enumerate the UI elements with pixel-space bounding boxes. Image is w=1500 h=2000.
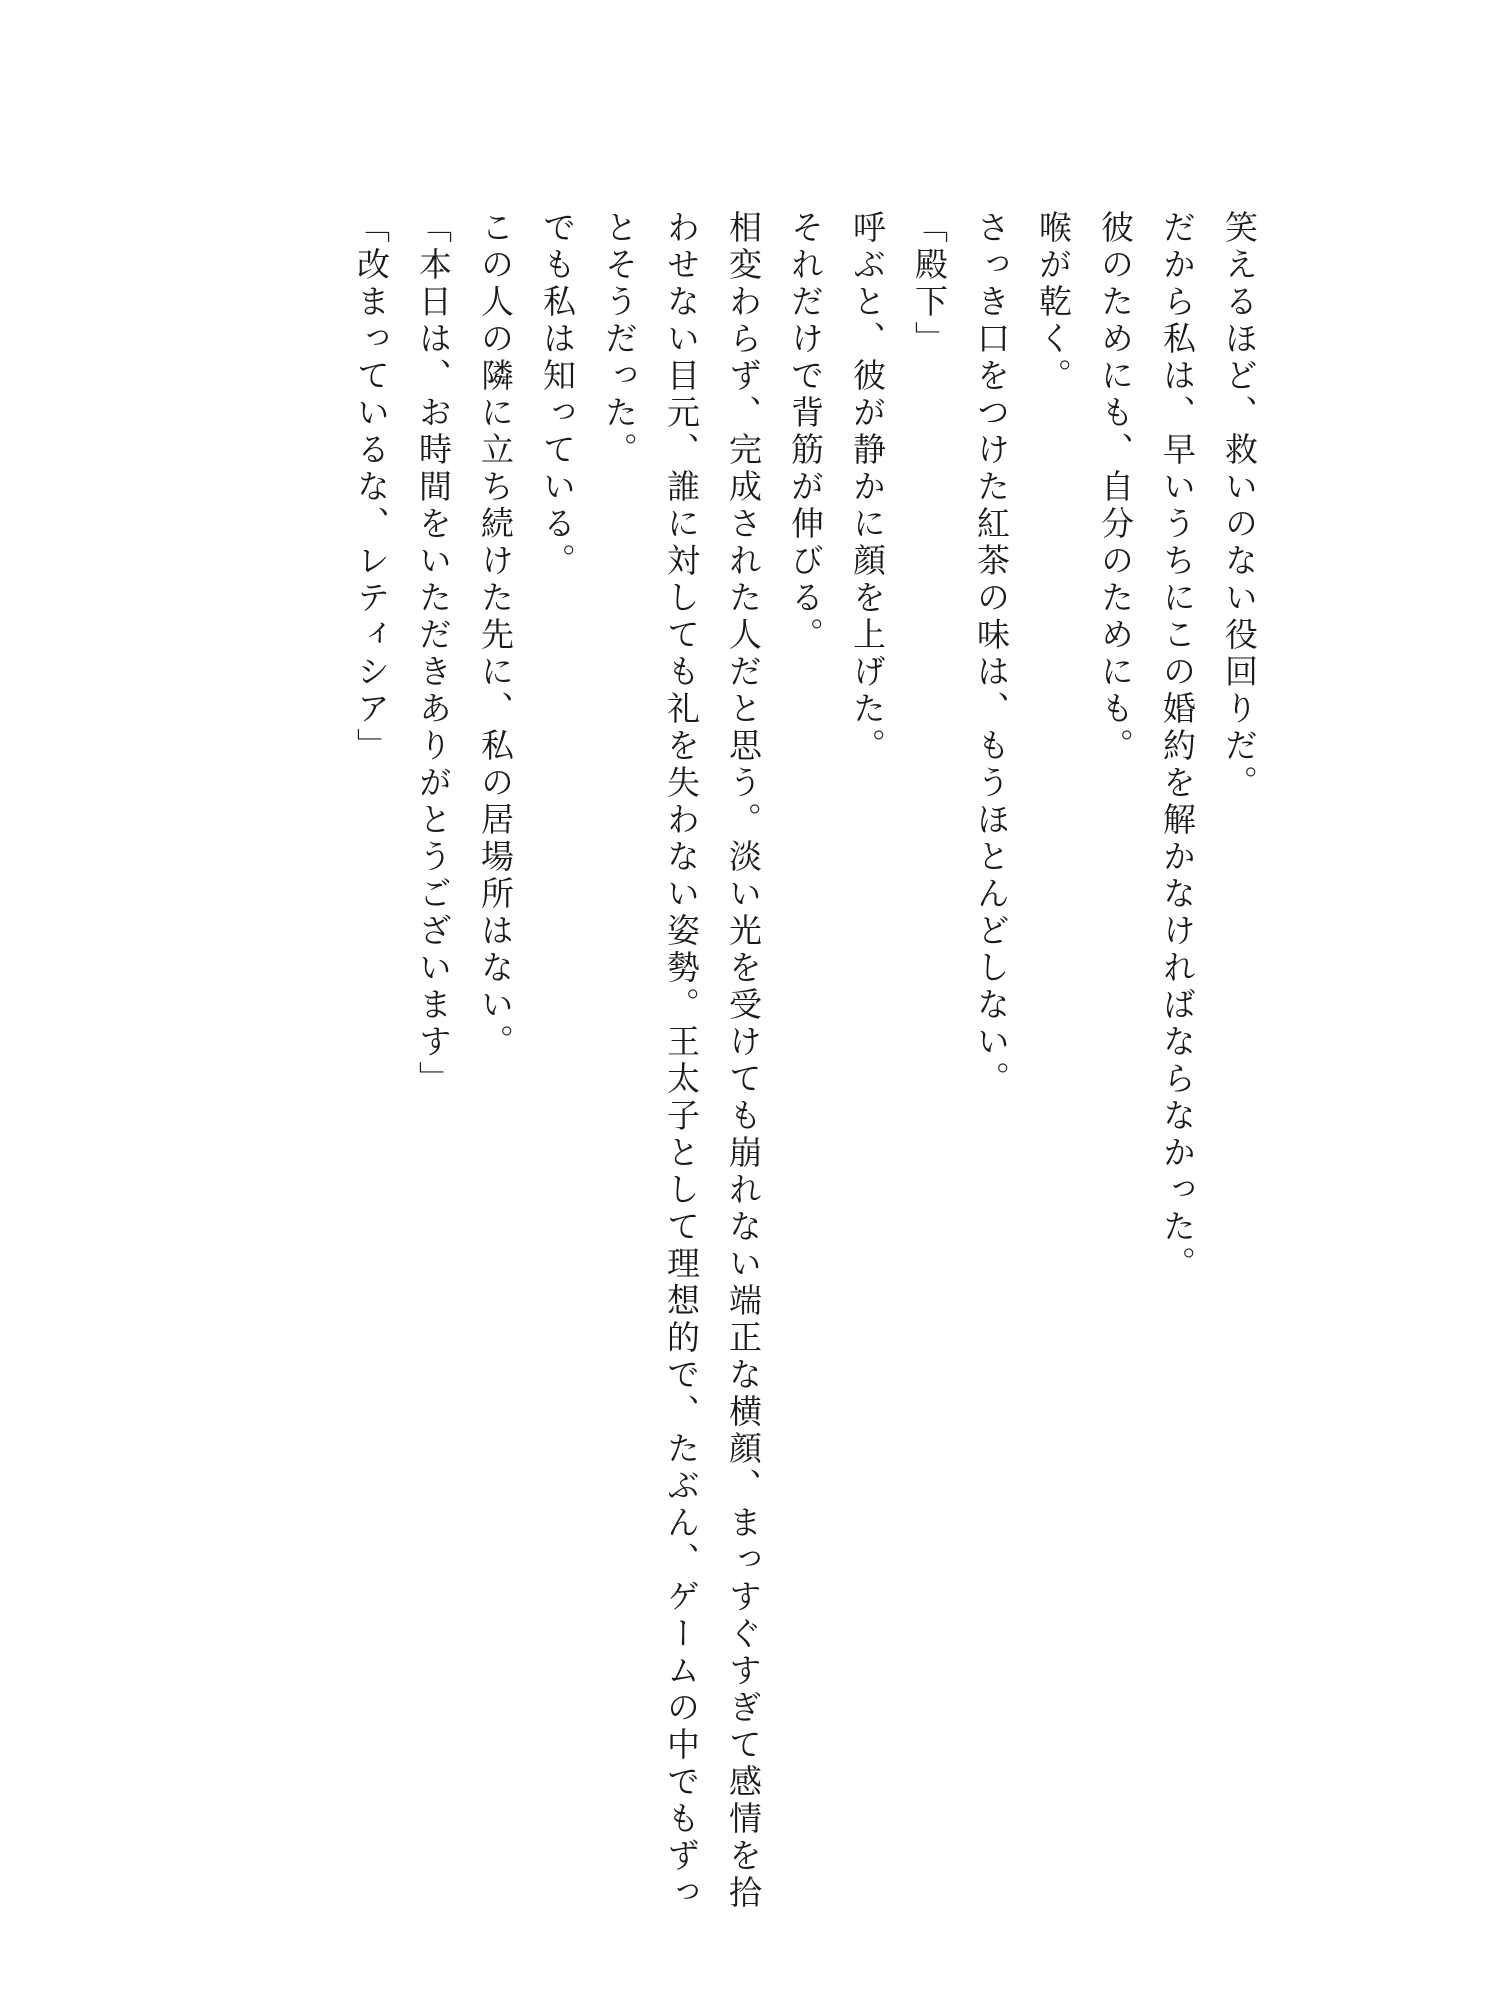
dialogue-line: 「殿下」: [910, 210, 949, 358]
text-line: だから私は、早いうちにこの婚約を解かなければならなかった。: [1158, 210, 1197, 1283]
text-line: 笑えるほど、救いのない役回りだ。: [1220, 210, 1259, 802]
text-line: それだけで背筋が伸びる。: [786, 210, 825, 654]
text-line: 相変わらず、完成された人だと思う。淡い光を受けても崩れない端正な横顔、まっすぐすぎて感情を拾: [724, 210, 763, 1912]
dialogue-line: 「本日は、お時間をいただきありがとうございます」: [414, 210, 453, 1098]
text-line: わせない目元、誰に対しても礼を失わない姿勢。王太子として理想的で、たぶん、ゲームの中でもずっ: [662, 210, 701, 1912]
text-line: でも私は知っている。: [538, 210, 577, 580]
text-line: とそうだった。: [600, 210, 639, 469]
text-line: 呼ぶと、彼が静かに顔を上げた。: [848, 210, 887, 765]
text-line: 喉が乾く。: [1034, 210, 1073, 395]
text-line: さっき口をつけた紅茶の味は、もうほとんどしない。: [972, 210, 1011, 1098]
dialogue-line: 「改まっているな、レティシア」: [352, 210, 391, 765]
vertical-text-body: [340, 210, 1270, 1912]
text-line: この人の隣に立ち続けた先に、私の居場所はない。: [476, 210, 515, 1061]
text-line: 彼のためにも、自分のためにも。: [1096, 210, 1135, 765]
